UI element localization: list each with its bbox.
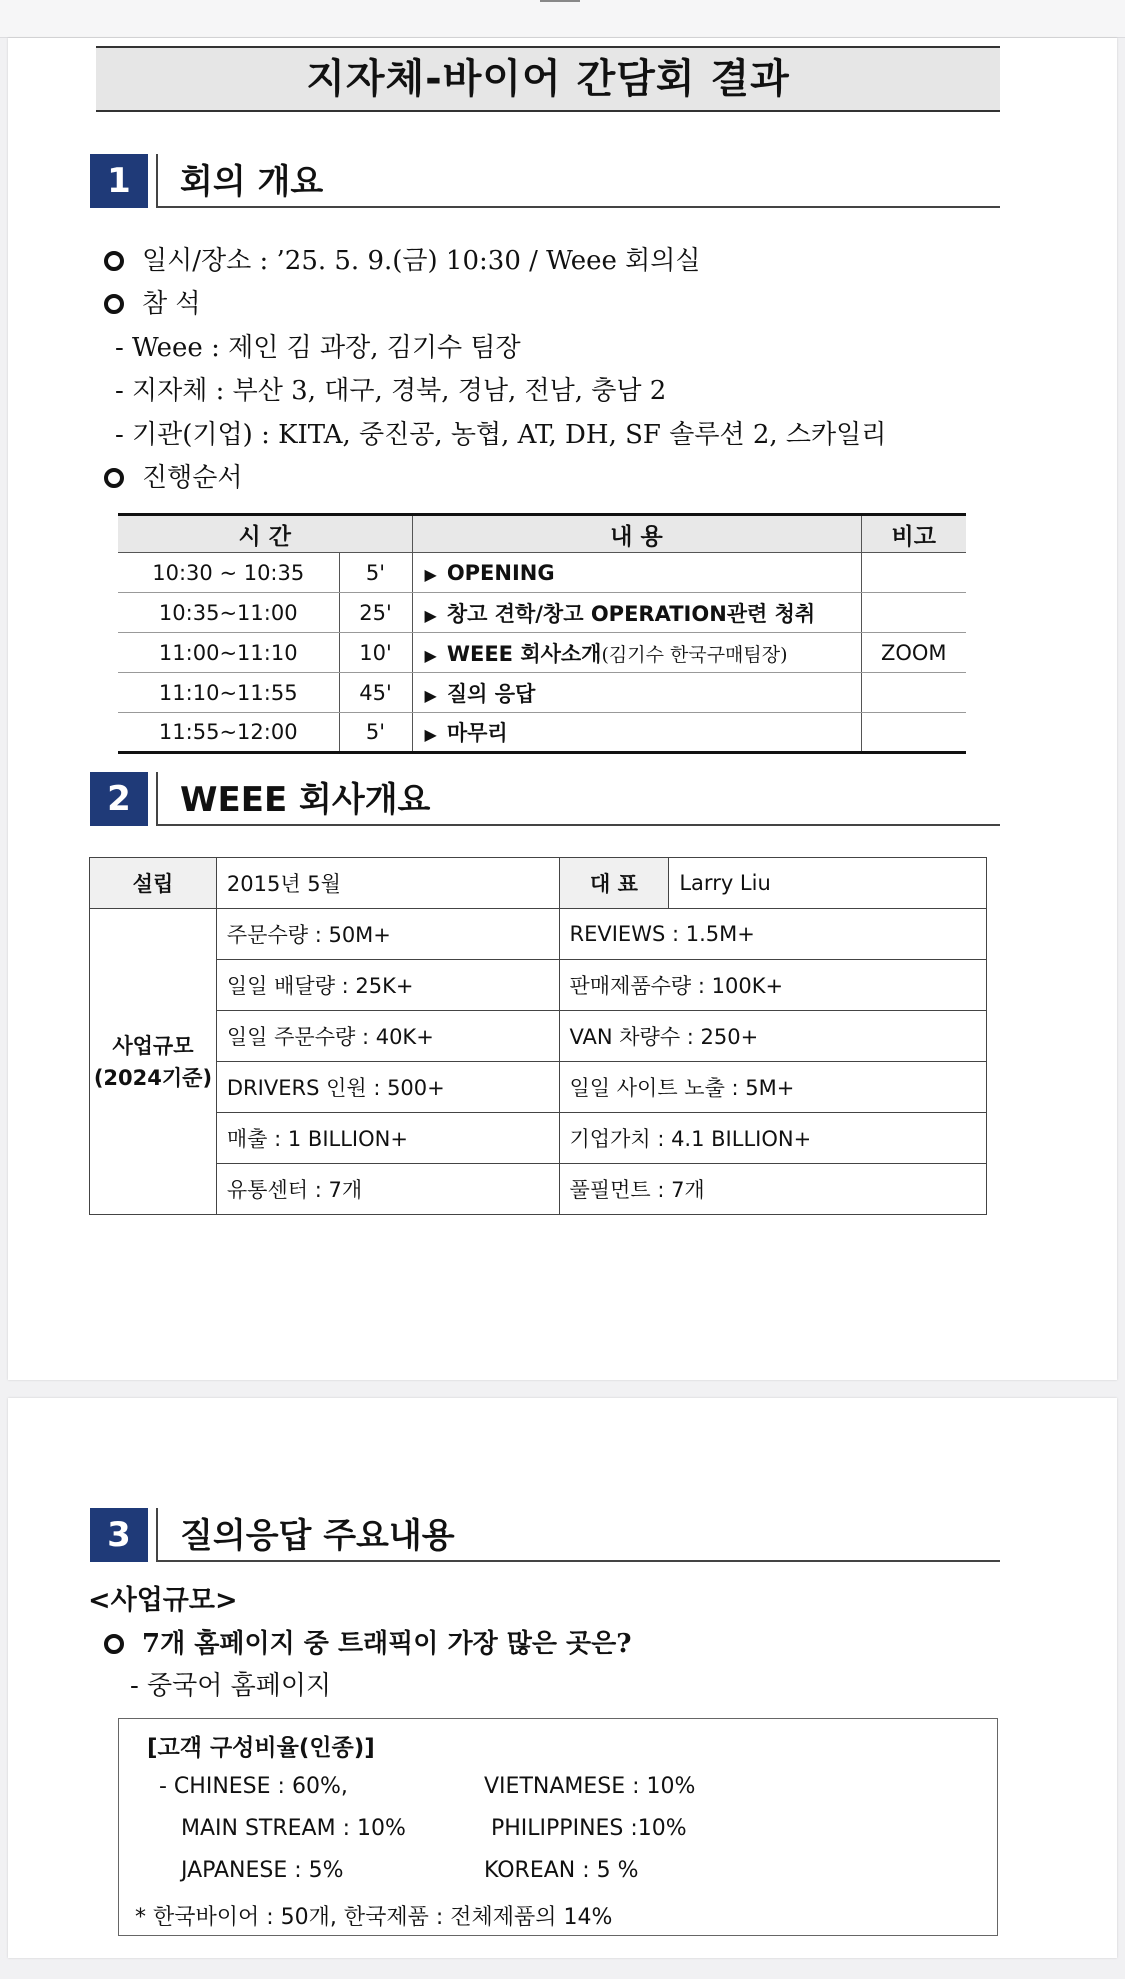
content-cell: [412, 673, 861, 713]
time-cell: 10:30 ~ 10:35: [118, 553, 339, 593]
section-number: 1: [90, 154, 148, 208]
metric-cell: 일일 사이트 노출 : 5M+: [559, 1062, 987, 1113]
ratio-item: - CHINESE : 60%,: [159, 1774, 348, 1799]
ratio-item: MAIN STREAM : 10%: [181, 1816, 406, 1841]
remark-cell: [861, 553, 966, 593]
section-1-header: [90, 154, 1000, 208]
question-text: 7개 홈페이지 중 트래픽이 가장 많은 곳은?: [142, 1629, 632, 1659]
metric-cell: 매출 : 1 BILLION+: [216, 1113, 559, 1164]
table-row: [90, 858, 987, 909]
metric-cell: DRIVERS 인원 : 500+: [216, 1062, 559, 1113]
question-line: [104, 1626, 632, 1662]
section-title: 질의응답 주요내용: [180, 1516, 455, 1556]
metric-cell: VAN 차량수 : 250+: [559, 1011, 987, 1062]
divider: [156, 772, 158, 826]
ratio-item: VIETNAMESE : 10%: [484, 1774, 696, 1799]
divider: [156, 824, 1000, 826]
divider: [156, 154, 158, 208]
table-row: [90, 1011, 987, 1062]
ceo-label: 대 표: [559, 858, 669, 909]
order-label: 진행순서: [142, 463, 243, 493]
content-cell: [412, 553, 861, 593]
content-cell: [412, 593, 861, 633]
business-scale-title: 사업규모: [112, 1033, 194, 1058]
box-title: [고객 구성비율(인종)]: [147, 1735, 375, 1761]
order-line: [104, 460, 242, 496]
document-page-1: [8, 38, 1117, 1380]
metric-cell: 기업가치 : 4.1 BILLION+: [559, 1113, 987, 1164]
attendees-line: [104, 286, 201, 322]
duration-cell: 45': [339, 673, 412, 713]
metric-cell: 일일 배달량 : 25K+: [216, 960, 559, 1011]
ceo-value: Larry Liu: [669, 858, 987, 909]
datetime-line: [104, 243, 701, 279]
drag-handle[interactable]: [540, 0, 580, 2]
business-scale-year: (2024기준): [93, 1065, 213, 1090]
circle-bullet-icon: [104, 468, 124, 488]
duration-cell: 5': [339, 553, 412, 593]
company-overview-table: [89, 857, 987, 1215]
section-3-header: [90, 1508, 1000, 1562]
header-content: 내 용: [412, 515, 861, 553]
table-row: [90, 960, 987, 1011]
remark-cell: [861, 673, 966, 713]
founded-label: 설립: [90, 858, 217, 909]
content-note: (김기수 한국구매팀장): [601, 643, 788, 666]
attendee-item: - 지자체 : 부산 3, 대구, 경북, 경남, 전남, 충남 2: [115, 376, 667, 406]
table-row: [90, 909, 987, 960]
time-cell: 11:00~11:10: [118, 633, 339, 673]
document-page-2: [8, 1398, 1117, 1958]
duration-cell: 10': [339, 633, 412, 673]
attendees-label: 참 석: [142, 289, 201, 319]
section-title: 회의 개요: [180, 162, 324, 202]
content-text: 질의 응답: [446, 681, 536, 706]
time-cell: 11:55~12:00: [118, 713, 339, 753]
subsection-heading: <사업규모>: [88, 1585, 238, 1616]
founded-value: 2015년 5월: [216, 858, 559, 909]
metric-cell: 일일 주문수량 : 40K+: [216, 1011, 559, 1062]
attendee-item: - Weee : 제인 김 과장, 김기수 팀장: [115, 333, 521, 363]
duration-cell: 25': [339, 593, 412, 633]
metric-cell: 판매제품수량 : 100K+: [559, 960, 987, 1011]
customer-ratio-box: [118, 1718, 998, 1936]
ratio-item: JAPANESE : 5%: [181, 1858, 344, 1883]
answer-line: - 중국어 홈페이지: [130, 1671, 332, 1701]
content-text: OPENING: [446, 560, 555, 585]
remark-cell: ZOOM: [861, 633, 966, 673]
content-cell: [412, 713, 861, 753]
ratio-item: KOREAN : 5 %: [484, 1858, 639, 1883]
table-row: [90, 1164, 987, 1215]
header-remark: 비고: [861, 515, 966, 553]
circle-bullet-icon: [104, 294, 124, 314]
table-row: [118, 673, 966, 713]
table-row: [118, 713, 966, 753]
section-title: WEEE 회사개요: [180, 780, 431, 820]
play-triangle-icon: ▶: [424, 605, 437, 625]
table-row: [90, 1062, 987, 1113]
play-triangle-icon: ▶: [424, 564, 437, 584]
table-row: [118, 633, 966, 673]
footnote: * 한국바이어 : 50개, 한국제품 : 전체제품의 14%: [135, 1905, 613, 1930]
play-triangle-icon: ▶: [424, 685, 437, 705]
time-cell: 11:10~11:55: [118, 673, 339, 713]
top-bar: [0, 0, 1125, 38]
remark-cell: [861, 593, 966, 633]
play-triangle-icon: ▶: [424, 725, 437, 744]
divider: [156, 1560, 1000, 1562]
content-text: 마무리: [446, 721, 508, 745]
table-row: [118, 593, 966, 633]
circle-bullet-icon: [104, 251, 124, 271]
header-time: 시 간: [118, 515, 412, 553]
table-header-row: [118, 515, 966, 553]
time-cell: 10:35~11:00: [118, 593, 339, 633]
table-row: [90, 1113, 987, 1164]
table-row: [118, 553, 966, 593]
metric-cell: 주문수량 : 50M+: [216, 909, 559, 960]
remark-cell: [861, 713, 966, 753]
divider: [156, 1508, 158, 1562]
attendee-item: - 기관(기업) : KITA, 중진공, 농협, AT, DH, SF 솔루션 2, 스카일리: [115, 420, 887, 450]
section-number: 2: [90, 772, 148, 826]
duration-cell: 5': [339, 713, 412, 753]
section-2-header: [90, 772, 1000, 826]
metric-cell: 유통센터 : 7개: [216, 1164, 559, 1215]
content-text: WEEE 회사소개: [446, 641, 602, 666]
metric-cell: REVIEWS : 1.5M+: [559, 909, 987, 960]
content-text: 창고 견학/창고 OPERATION관련 청취: [446, 601, 816, 626]
schedule-table: [118, 513, 966, 754]
ratio-item: PHILIPPINES :10%: [491, 1816, 687, 1841]
document-title: 지자체-바이어 간담회 결과: [96, 46, 1000, 112]
content-cell: [412, 633, 861, 673]
play-triangle-icon: ▶: [424, 645, 437, 665]
datetime-text: 일시/장소 : ’25. 5. 9.(금) 10:30 / Weee 회의실: [142, 246, 701, 276]
circle-bullet-icon: [104, 1634, 124, 1654]
section-number: 3: [90, 1508, 148, 1562]
business-scale-label: [90, 909, 217, 1215]
divider: [156, 206, 1000, 208]
metric-cell: 풀필먼트 : 7개: [559, 1164, 987, 1215]
